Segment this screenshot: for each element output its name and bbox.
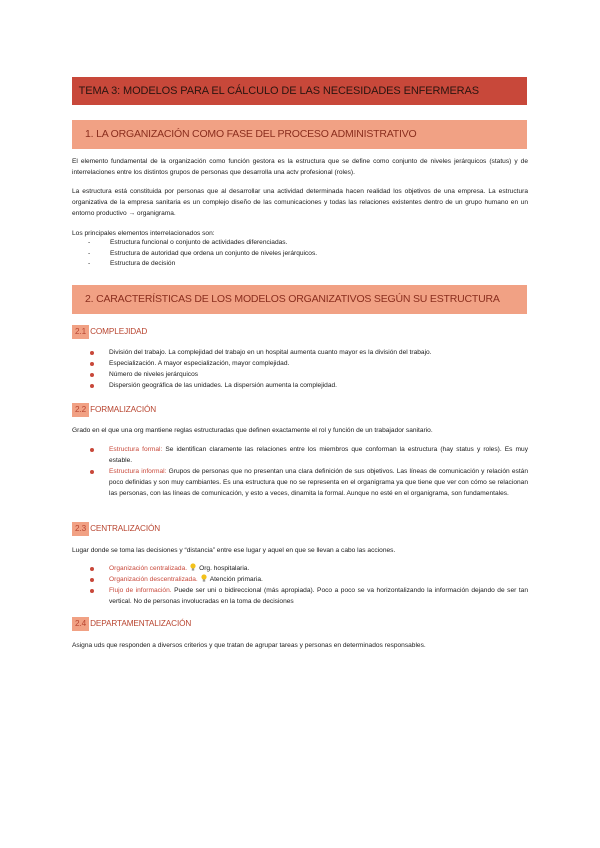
subsection-2-2-list <box>90 444 528 499</box>
lightbulb-icon <box>190 563 196 571</box>
list-item: Número de niveles jerárquicos <box>90 369 528 380</box>
item-label: Organización descentralizada. <box>109 576 198 583</box>
section-1-paragraph-3: Los principales elementos interrelacionados son: <box>72 230 215 237</box>
subsection-number: 2.4 <box>72 617 89 631</box>
subsection-2-4-heading <box>72 617 191 631</box>
item-label: Estructura informal: <box>109 468 167 475</box>
list-item <box>90 466 528 499</box>
list-item <box>90 444 528 466</box>
item-label: Organización centralizada. <box>109 565 188 572</box>
subsection-2-3-heading <box>72 522 160 536</box>
subsection-2-2-heading <box>72 403 156 417</box>
list-item: - Estructura de decisión <box>88 259 317 270</box>
subsection-2-4-intro: Asigna uds que responden a diversos criterios y que tratan de agrupar tareas y personas en determinados responsables. <box>72 642 426 649</box>
section-1-paragraph-2: La estructura está constituida por personas que al desarrollar una actividad determinada hacen realidad los objetivos de una empresa. La estructura organizativa de la empresa sanitaria es un complejo diseño de las comunicaciones y todas las relaciones existentes dentro de un grupo humano en un entorno productivo → organigrama. <box>72 188 528 217</box>
item-label: Flujo de información. <box>109 587 172 594</box>
subsection-2-1-list <box>90 347 528 391</box>
subsection-title: FORMALIZACIÓN <box>90 405 157 414</box>
item-text: Puede ser uni o bidireccional (más apropiada). Poco a poco se va horizontalizando la información dejando de ser tan vertical. No de personas involucradas en la toma de decisiones <box>109 587 528 605</box>
item-text: Grupos de personas que no presentan una clara definición de sus objetivos. Las líneas de comunicación y relación están poco definidas y son muy cambiantes. Es una estructura que no se representa en el organigrama ya que tiene que ver con cómo se relacionan las personas, con las líneas de comunicación, y esto a veces, dinamita la formal. Aunque no esté en el organigrama, son fundamentales. <box>109 468 528 497</box>
item-label: Estructura formal: <box>109 446 163 453</box>
list-item: División del trabajo. La complejidad del trabajo en un hospital aumenta cuanto mayor es la división del trabajo. <box>90 347 528 358</box>
list-item <box>90 585 528 607</box>
subsection-title: COMPLEJIDAD <box>90 327 148 336</box>
item-text: Se identifican claramente las relaciones entre los miembros que conforman la estructura (hay status y roles). Es muy estable. <box>109 446 528 464</box>
section-1-elements-list <box>88 238 317 270</box>
list-item: - Estructura de autoridad que ordena un conjunto de niveles jerárquicos. <box>88 249 317 260</box>
subsection-number: 2.2 <box>72 403 89 417</box>
section-1-heading: 1. LA ORGANIZACIÓN COMO FASE DEL PROCESO ADMINISTRATIVO <box>72 120 527 149</box>
list-item: Especialización. A mayor especialización, mayor complejidad. <box>90 358 528 369</box>
list-item: - Estructura funcional o conjunto de actividades diferenciadas. <box>88 238 317 249</box>
section-1-paragraph-1: El elemento fundamental de la organización como función gestora es la estructura que se define como conjunto de niveles jerárquicos (status) y de interrelaciones entre los distintos grupos de personas que desarrolla una actv profesional (roles). <box>72 158 528 176</box>
subsection-2-1-heading <box>72 325 147 339</box>
subsection-number: 2.3 <box>72 522 89 536</box>
list-item <box>90 563 528 574</box>
subsection-2-3-intro: Lugar donde se toma las decisiones y “distancia” entre ese lugar y aquel en que se llevan a cabo las acciones. <box>72 547 396 554</box>
lightbulb-icon <box>201 574 207 582</box>
document-title: TEMA 3: MODELOS PARA EL CÁLCULO DE LAS NECESIDADES ENFERMERAS <box>72 77 527 105</box>
section-2-heading: 2. CARACTERÍSTICAS DE LOS MODELOS ORGANIZATIVOS SEGÚN SU ESTRUCTURA <box>72 285 527 314</box>
item-text: Atención primaria. <box>209 576 263 583</box>
list-item: Dispersión geográfica de las unidades. La dispersión aumenta la complejidad. <box>90 380 528 391</box>
subsection-title: DEPARTAMENTALIZACIÓN <box>90 619 192 628</box>
list-item <box>90 574 528 585</box>
subsection-number: 2.1 <box>72 325 89 339</box>
subsection-2-3-list <box>90 563 528 607</box>
item-text: Org. hospitalaria. <box>199 565 250 572</box>
subsection-title: CENTRALIZACIÓN <box>90 524 161 533</box>
subsection-2-2-intro: Grado en el que una org mantiene reglas estructuradas que definen exactamente el rol y función de un trabajador sanitario. <box>72 427 433 434</box>
